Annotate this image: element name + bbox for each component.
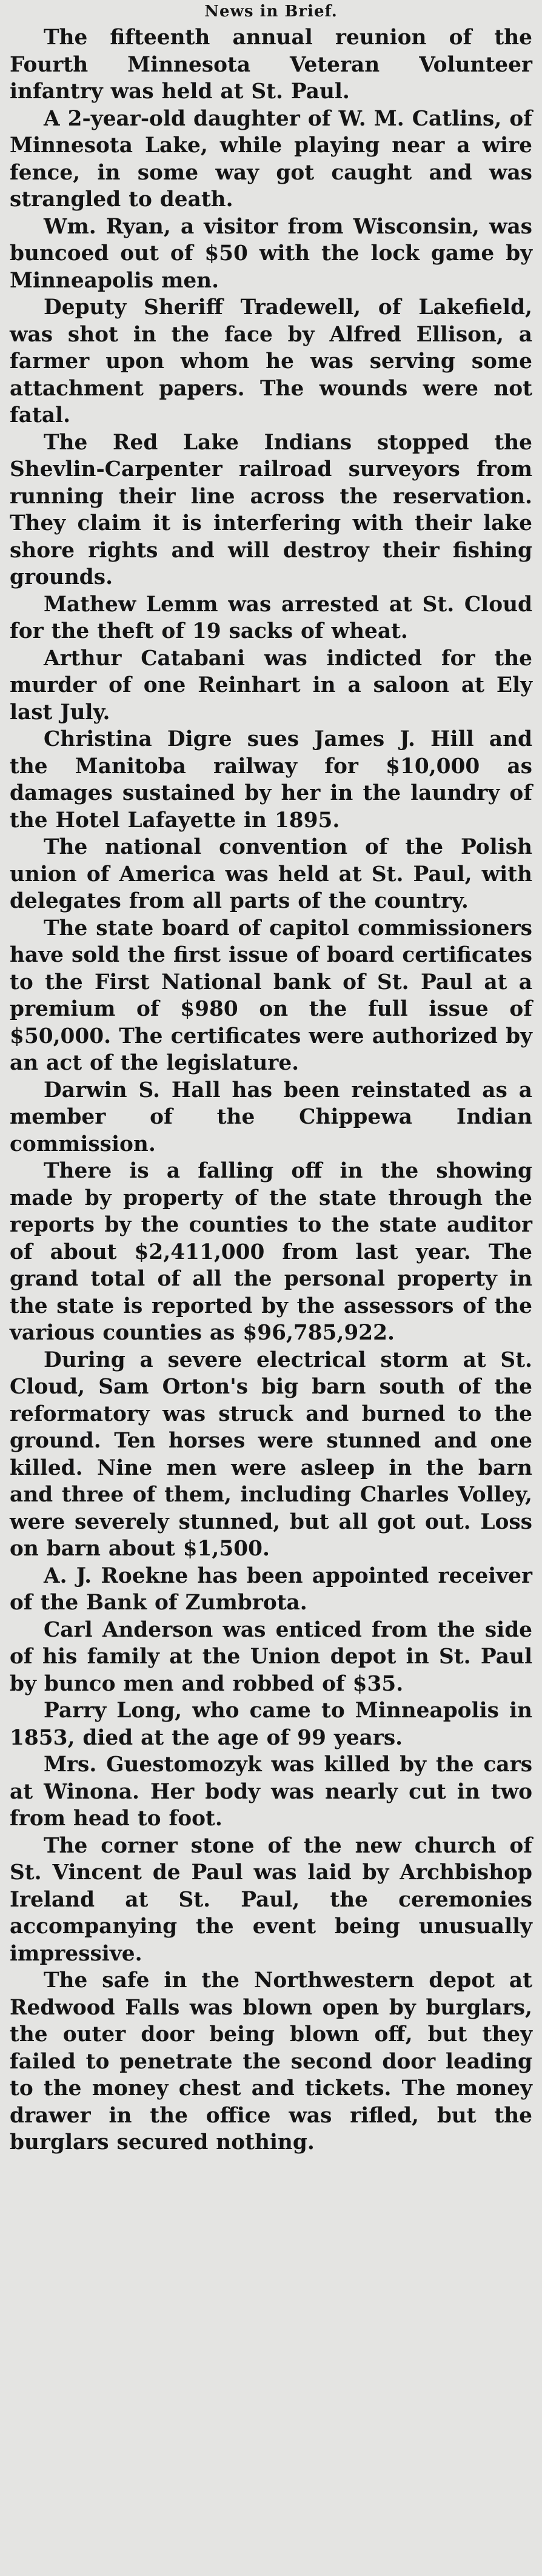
news-item: The fifteenth annual reunion of the Fourth Minnesota Veteran Volunteer infantry was held at St. Paul. xyxy=(10,25,532,104)
news-item: During a severe electrical storm at St. Cloud, Sam Orton's big barn south of the reformatory was struck and burned to the ground. Ten horses were stunned and one killed. Nine men were asleep in the barn and three of them, including Charles Volley, were severely stunned, but all got out. Loss on barn about $1,500. xyxy=(10,1347,532,1561)
news-item: The corner stone of the new church of St. Vincent de Paul was laid by Archbishop Ireland at St. Paul, the ceremonies accompanying the event being unusually impressive. xyxy=(10,1833,532,1966)
news-column xyxy=(10,0,532,2156)
news-item: The safe in the Northwestern depot at Redwood Falls was blown open by burglars, the outer door being blown off, but they failed to penetrate the second door leading to the money chest and tickets. The money drawer in the office was rifled, but the burglars secured nothing. xyxy=(10,1968,532,2155)
news-item: Parry Long, who came to Minneapolis in 1853, died at the age of 99 years. xyxy=(10,1699,532,1750)
news-item: Christina Digre sues James J. Hill and the Manitoba railway for $10,000 as damages sustained by her in the laundry of the Hotel Lafayette in 1895. xyxy=(10,727,532,833)
news-item: Wm. Ryan, a visitor from Wisconsin, was buncoed out of $50 with the lock game by Minneapolis men. xyxy=(10,214,532,293)
news-item: A. J. Roekne has been appointed receiver of the Bank of Zumbrota. xyxy=(10,1563,532,1615)
news-item: The state board of capitol commissioners have sold the first issue of board certificates to the First National bank of St. Paul at a premium of $980 on the full issue of $50,000. The certificates were authorized by an act of the legislature. xyxy=(10,916,532,1075)
news-item: The Red Lake Indians stopped the Shevlin-Carpenter railroad surveyors from running their line across the reservation. They claim it is interfering with their lake shore rights and will destroy their fishing grounds. xyxy=(10,430,532,589)
column-heading: News in Brief. xyxy=(204,2,338,21)
news-item: Mrs. Guestomozyk was killed by the cars at Winona. Her body was nearly cut in two from head to foot. xyxy=(10,1753,532,1831)
news-item: A 2-year-old daughter of W. M. Catlins, of Minnesota Lake, while playing near a wire fence, in some way got caught and was strangled to death. xyxy=(10,106,532,212)
news-item: Carl Anderson was enticed from the side of his family at the Union depot in St. Paul by bunco men and robbed of $35. xyxy=(10,1617,532,1696)
news-item: The national convention of the Polish union of America was held at St. Paul, with delegates from all parts of the country. xyxy=(10,835,532,913)
news-item: Mathew Lemm was arrested at St. Cloud for the theft of 19 sacks of wheat. xyxy=(10,592,532,643)
news-item: Darwin S. Hall has been reinstated as a member of the Chippewa Indian commission. xyxy=(10,1078,532,1156)
news-item: Arthur Catabani was indicted for the murder of one Reinhart in a saloon at Ely last July. xyxy=(10,646,532,725)
news-item: There is a falling off in the showing made by property of the state through the reports by the counties to the state auditor of about $2,411,000 from last year. The grand total of all the personal property in the state is reported by the assessors of the various counties as $96,785,922. xyxy=(10,1159,532,1345)
news-item: Deputy Sheriff Tradewell, of Lakefield, was shot in the face by Alfred Ellison, a farmer upon whom he was serving some attachment papers. The wounds were not fatal. xyxy=(10,295,532,428)
